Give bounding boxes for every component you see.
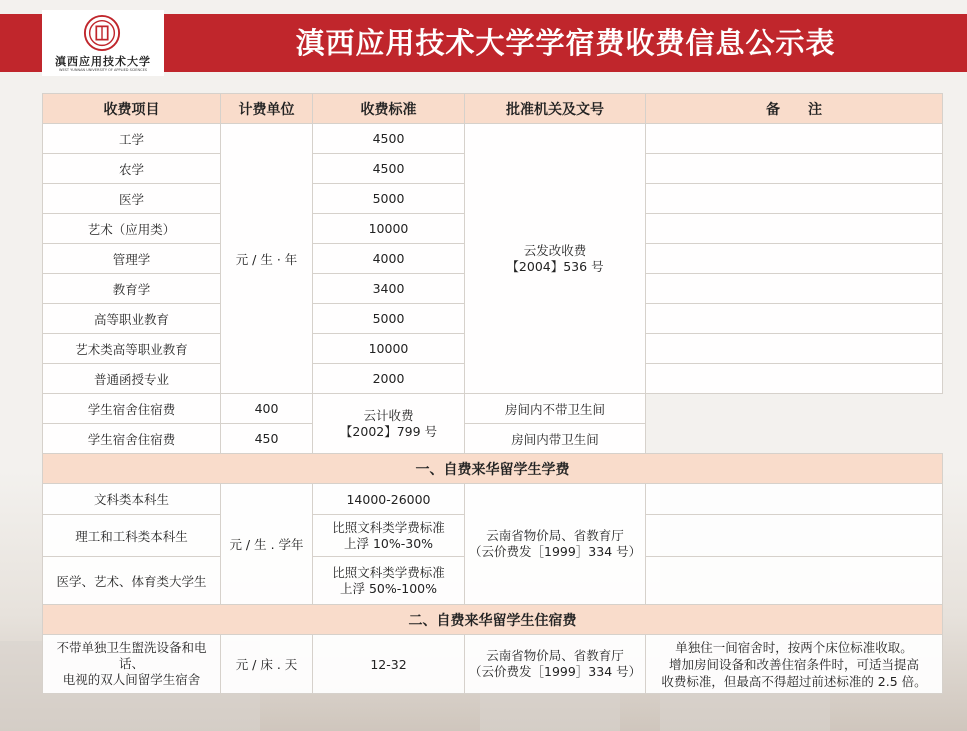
remark-cell [646, 214, 943, 244]
remark-cell [646, 364, 943, 394]
fee-item: 医学 [43, 184, 221, 214]
fee-unit: 元 / 床 . 天 [221, 635, 313, 694]
fee-standard: 4500 [313, 124, 465, 154]
remark-cell: 房间内不带卫生间 [465, 394, 646, 424]
fee-item: 不带单独卫生盥洗设备和电话、 电视的双人间留学生宿舍 [43, 635, 221, 694]
remark-cell [646, 557, 943, 605]
fee-standard: 比照文科类学费标准 上浮 50%-100% [313, 557, 465, 605]
fee-item: 理工和工科类本科生 [43, 515, 221, 557]
remark-cell: 单独住一间宿舍时，按两个床位标准收取。 增加房间设备和改善住宿条件时，可适当提高 收费标准，但最高不得超过前述标准的 2.5 倍。 [646, 635, 943, 694]
fee-standard: 5000 [313, 184, 465, 214]
fee-standard: 5000 [313, 304, 465, 334]
column-header-authority: 批准机关及文号 [465, 94, 646, 124]
university-seal-icon [83, 14, 121, 52]
table-row [43, 424, 943, 454]
section-header-row [43, 454, 943, 484]
table-row [43, 124, 943, 154]
fee-table [42, 93, 943, 694]
column-header-item: 收费项目 [43, 94, 221, 124]
section-title: 二、自费来华留学生住宿费 [43, 605, 943, 635]
approval-authority: 云计收费 【2002】799 号 [313, 394, 465, 454]
header-banner [0, 0, 967, 76]
remark-cell [646, 184, 943, 214]
fee-item: 工学 [43, 124, 221, 154]
fee-item: 艺术（应用类） [43, 214, 221, 244]
fee-standard: 400 [221, 394, 313, 424]
remark-cell [646, 515, 943, 557]
university-logo [42, 10, 164, 76]
fee-item: 文科类本科生 [43, 484, 221, 515]
column-header-remark: 备 注 [646, 94, 943, 124]
remark-cell [646, 154, 943, 184]
remark-cell [646, 274, 943, 304]
fee-standard: 3400 [313, 274, 465, 304]
fee-item: 学生宿舍住宿费 [43, 394, 221, 424]
remark-cell [646, 304, 943, 334]
table-row [43, 394, 943, 424]
fee-standard: 比照文科类学费标准 上浮 10%-30% [313, 515, 465, 557]
fee-item: 高等职业教育 [43, 304, 221, 334]
fee-unit: 元 / 生 . 学年 [221, 484, 313, 605]
fee-unit: 元 / 生 · 年 [221, 124, 313, 394]
approval-authority: 云南省物价局、省教育厅 （云价费发［1999］334 号） [465, 635, 646, 694]
table-header-row [43, 94, 943, 124]
fee-standard: 4000 [313, 244, 465, 274]
fee-item: 学生宿舍住宿费 [43, 424, 221, 454]
table-row [43, 484, 943, 515]
page-title: 滇西应用技术大学学宿费收费信息公示表 [295, 26, 836, 60]
fee-item: 农学 [43, 154, 221, 184]
fee-standard: 450 [221, 424, 313, 454]
section-title: 一、自费来华留学生学费 [43, 454, 943, 484]
header-red-left [0, 14, 42, 72]
fee-item: 普通函授专业 [43, 364, 221, 394]
column-header-standard: 收费标准 [313, 94, 465, 124]
approval-authority: 云南省物价局、省教育厅 （云价费发［1999］334 号） [465, 484, 646, 605]
remark-cell [646, 244, 943, 274]
fee-standard: 4500 [313, 154, 465, 184]
fee-item: 医学、艺术、体育类大学生 [43, 557, 221, 605]
fee-item: 教育学 [43, 274, 221, 304]
fee-standard: 12-32 [313, 635, 465, 694]
fee-standard: 10000 [313, 214, 465, 244]
fee-standard: 10000 [313, 334, 465, 364]
remark-cell [646, 484, 943, 515]
fee-standard: 14000-26000 [313, 484, 465, 515]
fee-standard: 2000 [313, 364, 465, 394]
logo-english-name: WEST YUNNAN UNIVERSITY OF APPLIED SCIENCES [59, 68, 147, 72]
fee-item: 艺术类高等职业教育 [43, 334, 221, 364]
section-header-row [43, 605, 943, 635]
remark-cell [646, 334, 943, 364]
fee-item: 管理学 [43, 244, 221, 274]
column-header-unit: 计费单位 [221, 94, 313, 124]
remark-cell [646, 124, 943, 154]
remark-cell: 房间内带卫生间 [465, 424, 646, 454]
approval-authority: 云发改收费 【2004】536 号 [465, 124, 646, 394]
logo-chinese-name: 滇西应用技术大学 [55, 55, 151, 68]
table-row [43, 635, 943, 694]
